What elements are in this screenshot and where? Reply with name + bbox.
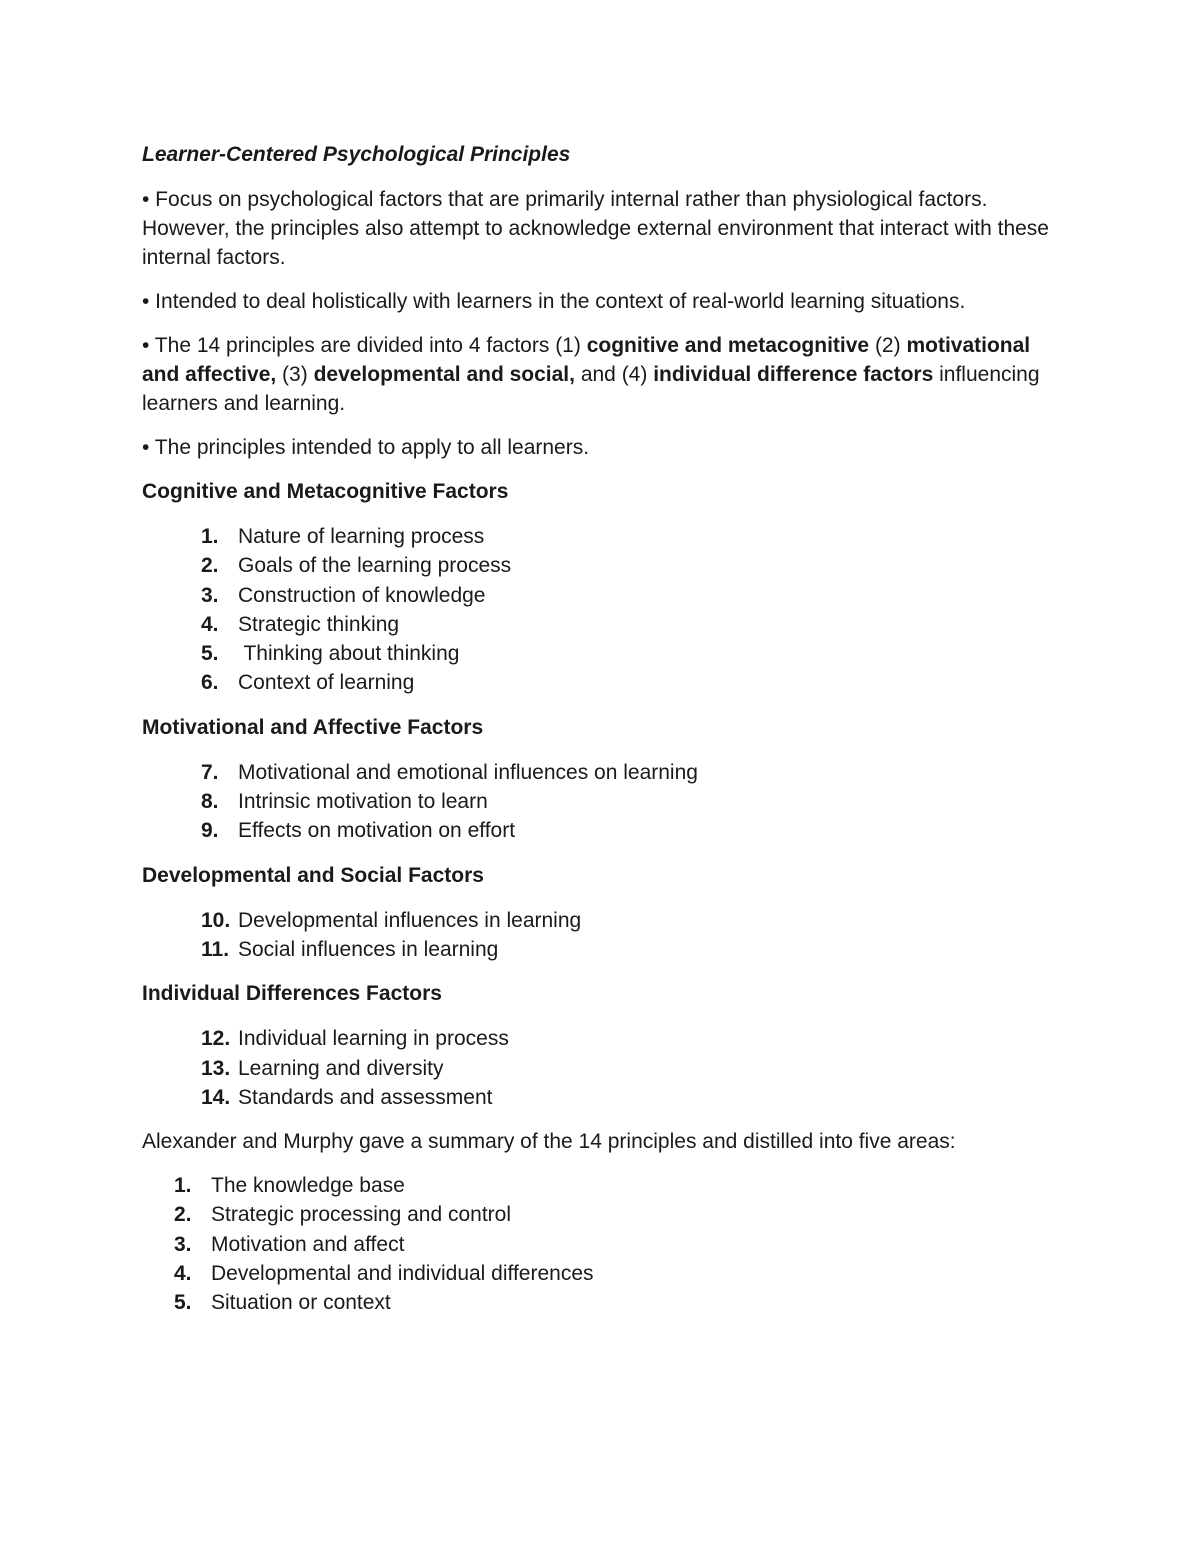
- list-item-text: Standards and assessment: [238, 1085, 493, 1109]
- list-item-number: 14.: [201, 1085, 231, 1109]
- list-item-text: Strategic thinking: [238, 612, 400, 636]
- section-heading-motivational: Motivational and Affective Factors: [142, 715, 484, 739]
- list-item-number: 3.: [201, 583, 219, 607]
- list-item-text: Strategic processing and control: [211, 1203, 511, 1227]
- list-item-text: Learning and diversity: [238, 1056, 444, 1080]
- list-item-text: Construction of knowledge: [238, 583, 486, 607]
- list-individual: [142, 1024, 1062, 1112]
- bullet-internal-factors: • Focus on psychological factors that are primarily internal rather than physiological factors. However, the principles also attempt to acknowledge external environment that interact with these internal factors.: [142, 188, 1049, 269]
- list-item: [142, 1083, 1062, 1112]
- list-item-text: Motivational and emotional influences on learning: [238, 760, 698, 784]
- list-item: [142, 816, 1062, 845]
- list-item-number: 2.: [174, 1203, 192, 1227]
- list-item: [142, 668, 1062, 697]
- bullet-four-factors-text-3: (3): [276, 363, 314, 386]
- list-item: [142, 551, 1062, 580]
- list-developmental: [142, 906, 1062, 965]
- list-item-text: Context of learning: [238, 671, 415, 695]
- list-item-number: 6.: [201, 671, 219, 695]
- list-item-number: 1.: [174, 1174, 192, 1198]
- list-item-text: Nature of learning process: [238, 525, 485, 548]
- list-item-text: Effects on motivation on effort: [238, 819, 516, 843]
- list-item-text: Social influences in learning: [238, 937, 499, 961]
- factor-developmental: developmental and social,: [313, 363, 575, 386]
- bullet-four-factors-text-4: and (4): [574, 363, 654, 386]
- bullet-holistic: • Intended to deal holistically with learners in the context of real-world learning situations.: [142, 290, 966, 313]
- bullet-four-factors: [142, 331, 1062, 418]
- list-item-number: 4.: [174, 1262, 192, 1286]
- list-item: [142, 935, 1062, 964]
- list-summary: [142, 1171, 1062, 1317]
- list-item-number: 10.: [201, 908, 231, 932]
- bullet-four-factors-text-5: influencing learners and learning.: [142, 363, 1040, 415]
- list-item-number: 1.: [201, 525, 219, 548]
- list-item-number: 11.: [201, 937, 230, 961]
- summary-intro: Alexander and Murphy gave a summary of the 14 principles and distilled into five areas:: [142, 1130, 956, 1154]
- list-cognitive: [142, 522, 1062, 698]
- section-heading-cognitive: Cognitive and Metacognitive Factors: [142, 480, 509, 503]
- list-item: [142, 1171, 1062, 1200]
- factor-cognitive: cognitive and metacognitive: [586, 334, 870, 357]
- list-item: [142, 1230, 1062, 1259]
- list-item-text: Goals of the learning process: [238, 554, 512, 578]
- bullet-four-factors-text-1: • The 14 principles are divided into 4 factors (1): [142, 334, 587, 357]
- list-item: [142, 1054, 1062, 1083]
- list-item: [142, 906, 1062, 935]
- document-page: [142, 140, 1062, 1333]
- section-heading-individual: Individual Differences Factors: [142, 982, 442, 1006]
- list-item-number: 5.: [174, 1291, 192, 1315]
- list-item-text: Intrinsic motivation to learn: [238, 790, 488, 814]
- list-item: [142, 758, 1062, 787]
- list-item: [142, 610, 1062, 639]
- list-item: [142, 1288, 1062, 1317]
- bullet-all-learners: • The principles intended to apply to all learners.: [142, 436, 590, 459]
- list-item-number: 8.: [201, 790, 219, 814]
- list-item: [142, 1024, 1062, 1053]
- list-item: [142, 639, 1062, 668]
- list-item-text: Motivation and affect: [211, 1232, 405, 1256]
- list-item-number: 12.: [201, 1027, 231, 1051]
- list-item-number: 9.: [201, 819, 219, 843]
- section-heading-developmental: Developmental and Social Factors: [142, 863, 484, 887]
- list-item-text: The knowledge base: [211, 1174, 405, 1198]
- list-item: [142, 1259, 1062, 1288]
- list-item: [142, 787, 1062, 816]
- bullet-four-factors-text-2: (2): [869, 334, 907, 357]
- list-item: [142, 1200, 1062, 1229]
- list-item: [142, 581, 1062, 610]
- list-item-number: 7.: [201, 760, 219, 784]
- list-item: [142, 522, 1062, 551]
- list-item-number: 2.: [201, 554, 219, 578]
- factor-motivational: motivational and affective,: [142, 334, 1031, 386]
- list-item-number: 5.: [201, 642, 219, 666]
- list-item-text: Situation or context: [211, 1291, 391, 1315]
- list-item-number: 4.: [201, 612, 219, 636]
- list-item-text: Individual learning in process: [238, 1027, 509, 1051]
- list-item-number: 3.: [174, 1232, 192, 1256]
- list-motivational: [142, 758, 1062, 846]
- list-item-text: Developmental influences in learning: [238, 908, 582, 932]
- document-title: Learner-Centered Psychological Principles: [142, 143, 571, 166]
- factor-individual: individual difference factors: [653, 363, 934, 386]
- list-item-number: 13.: [201, 1056, 231, 1080]
- list-item-text: Developmental and individual differences: [211, 1262, 594, 1286]
- list-item-text: Thinking about thinking: [238, 642, 460, 666]
